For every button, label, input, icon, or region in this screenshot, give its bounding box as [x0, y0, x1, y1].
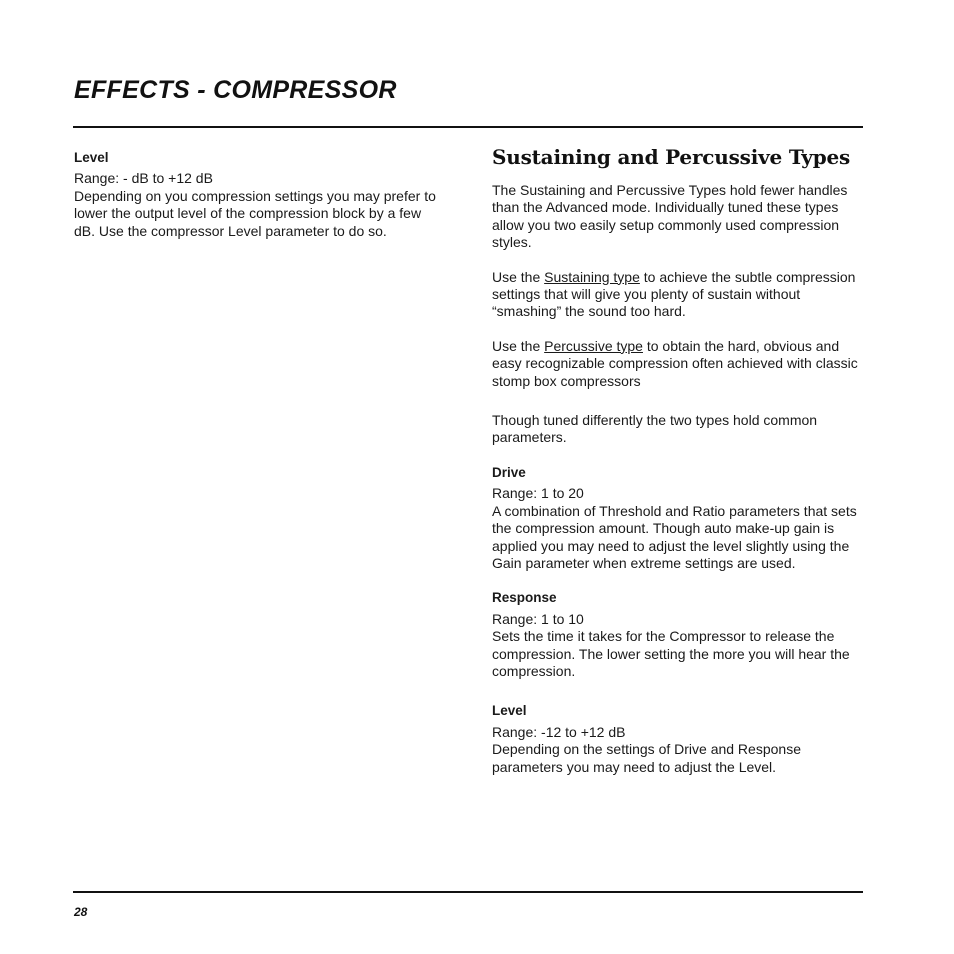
percussive-type-link[interactable]: Percussive type	[544, 337, 643, 354]
footer-rule	[73, 891, 863, 893]
drive-range: Range: 1 to 20	[492, 485, 584, 502]
drive-description: A combination of Threshold and Ratio parameters that sets the compression amount. Though auto make-up gain is applied you may need to adjust the level slightly using the Gain parameter when extreme settings are used.	[492, 502, 857, 571]
percussive-paragraph	[492, 338, 864, 390]
sustaining-paragraph	[492, 269, 864, 321]
page-title: EFFECTS - COMPRESSOR	[74, 76, 397, 104]
sustaining-type-link[interactable]: Sustaining type	[544, 268, 640, 285]
intro-paragraph: The Sustaining and Percussive Types hold fewer handles than the Advanced mode. Individually tuned these types allow you two easily setup commonly used compression styles.	[492, 182, 848, 251]
level-label-right: Level	[492, 703, 527, 719]
level-range: Range: - dB to +12 dB	[74, 170, 213, 187]
response-description: Sets the time it takes for the Compressor to release the compression. The lower setting the more you will hear the compression.	[492, 628, 850, 679]
response-label: Response	[492, 590, 557, 606]
percussive-pre: Use the	[492, 337, 545, 354]
common-paragraph: Though tuned differently the two types hold common parameters.	[492, 412, 818, 446]
left-column	[74, 149, 444, 240]
header-rule	[73, 126, 863, 128]
level-description: Depending on you compression settings you may prefer to lower the output level of the compression block by a few dB. Use the compressor Level parameter to do so.	[74, 187, 436, 239]
level-range-right: Range: -12 to +12 dB	[492, 723, 626, 740]
sustaining-pre: Use the	[492, 268, 545, 285]
page-number: 28	[74, 905, 88, 919]
right-column	[492, 144, 864, 776]
response-range: Range: 1 to 10	[492, 610, 584, 627]
level-label: Level	[74, 150, 109, 165]
sustaining-post: to achieve the subtle compression settings that will give you plenty of sustain without “smashing” the sound too hard.	[492, 268, 856, 320]
drive-label: Drive	[492, 464, 526, 480]
section-heading: Sustaining and Percussive Types	[492, 145, 851, 169]
percussive-post: to obtain the hard, obvious and easy recognizable compression often achieved with classic stomp box compressors	[492, 337, 858, 389]
level-description-right: Depending on the settings of Drive and Response parameters you may need to adjust the Level.	[492, 741, 801, 775]
